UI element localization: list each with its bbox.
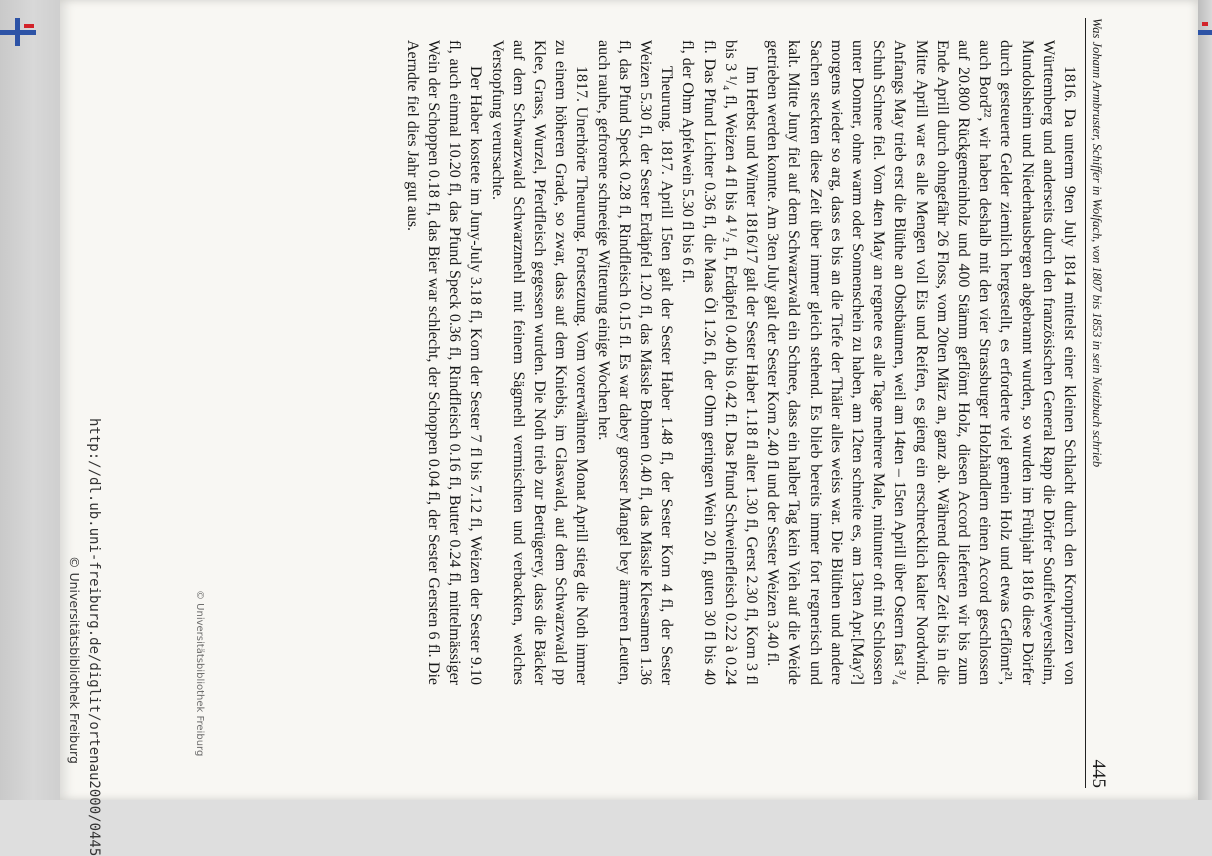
running-header xyxy=(1085,18,1110,788)
rotated-page-content xyxy=(67,0,1210,856)
copyright-notice: © Universitätsbibliothek Freiburg xyxy=(67,556,82,764)
paragraph-herbst-1816-17: Im Herbst und Winter 1816/17 galt der Sester Haber 1.18 fl alter 1.30 fl, Gerst 2.30 fl, Korn 3 fl bis 3 ¹/₄ fl, Weizen 4 fl bis 4 ¹/₂ fl, Erdäpfel 0.40 bis 0.42 fl. Das Pfund Schweinefleisch 0.22 à 0.24 fl. Das Pfund Lichter 0.36 fl, die Maas Öl 1.26 fl, der Ohm geringen Wein 20 fl, guten 30 fl bis 40 fl, der Ohm Apfelwein 5.30 fl bis 6 fl. xyxy=(679,40,760,685)
paragraph-1816: 1816. Da unterm 9ten July 1814 mittelst einer kleinen Schlacht durch den Kronprinzen von Württemberg und anderseits durch den französischen General Rapp die Dörfer Souffelweyersheim, Mundolsheim und Niederhausbergen abgebrannt wurden, so wurden im Frühjahr 1816 diese Dörfer durch gesteuerte Gelder ziemlich hergestellt, es erforderte viel gemein Holz und etwas Geflömt²¹, auch Bord²², wir haben deshalb mit den vier Strassburger Holzhändlern einen Accord geschlossen auf 20.800 Rückgemeinholz und 400 Stämm geflömt Holz, diesen Accord lieferten wir bis zum Ende Aprill durch ohngefähr 26 Floss, vom 20ten März an, ganz ab. Während dieser Zeit bis in die Mitte Aprill war es alle Mengen voll Eis und Reifen, es gieng ein erschrecklich kalter Nordwind. Anfangs May trieb erst die Blüthe an Obstbäumen, weil am 14ten – 15ten Aprill über Ostern fast ³/₄ Schuh Schnee fiel. Vom 4ten May an regnete es alle Tage mehrere Male, mitunter oft mit Schlossen unter Donner, ohne warm oder Sonnenschein zu haben, am 12ten schneite es, am 13ten Apr.[May?] morgens wieder so arg, dass es bis an die Tiefe der Thäler alles weiss war. Die Blüthen und andere Sachen steckten diese Zeit über immer gleich stehend. Es blieb bereits immer fort regnerisch und kalt. Mitte Juny fiel auf dem Schwarzwald ein Schnee, dass ein halber Tag kein Vieh auf die Weide getrieben werden konnte. Am 3ten July galt der Sester Korn 2.40 fl und der Sester Weizen 3.40 fl. xyxy=(764,40,1078,685)
body-text xyxy=(402,40,1081,685)
page-number: 445 xyxy=(1088,759,1109,788)
paragraph-haber-prices: Der Haber kostete im Juny-July 3.18 fl, Korn der Sester 7 fl bis 7.12 fl, Weizen der Sester 9.10 fl, auch einmal 10.20 fl, das Pfund Speck 0.36 fl, Rindfleisch 0.16 fl, Butter 0.24 fl, mittelmässiger Wein der Schoppen 0.18 fl, das Bier war schlecht, der Schoppen 0.04 fl, der Sester Gersten 6 fl. Die Aerndte fiel dies Jahr gut aus. xyxy=(403,40,485,685)
library-logo-icon xyxy=(0,18,36,46)
paragraph-theurung-1817: Theurung. 1817. Aprill 15ten galt der Sester Haber 1.48 fl, der Sester Korn 4 fl, der Sester Weizen 5.30 fl, der Sester Erdäpfel 1.20 fl, das Mässle Bohnen 0.40 fl, das Mässle Kleesamen 1.36 fl, das Pfund Speck 0.28 fl, Rindfleisch 0.15 fl. Es war dabey grosser Mangel bey ärmeren Leuten, auch rauhe, gefrorene schneeige Witterung einige Wochen her. xyxy=(594,40,676,685)
permalink-url[interactable]: http://dl.ub.uni-freiburg.de/diglit/ortenau2000/0445 xyxy=(86,418,102,856)
paragraph-unerhoerte-theurung: 1817. Unerhörte Theurung. Fortsetzung. Vom vorerwähnten Monat Aprill stieg die Noth immer zu einem höheren Grade, so zwar, dass auf dem Kniebis, im Glaswald, auf dem Schwarzwald pp Klee, Grass, Wurzel, Pferdfleisch gegessen wurden. Die Noth trieb zur Betrügerey, dass die Bäcker auf dem Schwarzwald Schwarzmehl mit feinem Sägmehl vermischten und verbackten, welches Verstopfung verursachte. xyxy=(488,40,591,685)
right-edge-copyright: © Universitätsbibliothek Freiburg xyxy=(194,590,205,757)
running-title: Was Johann Armbruster, Schiffer in Wolfach, von 1807 bis 1853 in sein Notizbuch schrieb xyxy=(1090,18,1104,468)
left-page-edge xyxy=(0,0,60,800)
